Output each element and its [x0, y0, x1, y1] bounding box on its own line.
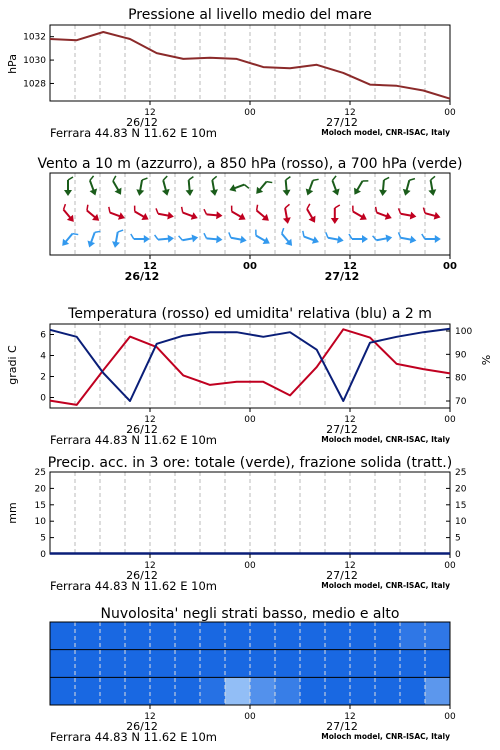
- cloud-cell: [50, 650, 76, 678]
- wind-arrow-head: [115, 188, 125, 197]
- y-tick-label-right: 5: [455, 533, 461, 544]
- cloud-cell: [425, 677, 451, 705]
- wind-arrow-head: [410, 212, 417, 221]
- y-tick-label: 1028: [23, 79, 46, 90]
- wind-arrow: [304, 176, 319, 197]
- wind-arrow: [251, 230, 272, 247]
- y-tick-label-right: 20: [455, 484, 467, 495]
- wind-arrow-barb: [118, 229, 123, 233]
- date-label: 26/12: [126, 569, 158, 582]
- wind-arrow-head: [90, 188, 100, 196]
- y-tick-label-right: 25: [455, 468, 467, 478]
- wind-arrow: [281, 204, 293, 224]
- cloud-cell: [75, 622, 101, 650]
- date-label: 26/12: [124, 270, 160, 283]
- location-label: Ferrara 44.83 N 11.62 E 10m: [50, 433, 217, 447]
- wind-arrow: [277, 228, 296, 248]
- wind-arrow-head: [351, 188, 361, 197]
- date-label: 26/12: [126, 423, 158, 436]
- wind-arrow: [179, 207, 200, 222]
- cloud-cell: [225, 650, 251, 678]
- wind-arrow-head: [401, 189, 410, 197]
- wind-arrow-barb: [280, 228, 286, 234]
- wind-arrow-head: [428, 189, 437, 196]
- wind-arrow: [328, 176, 343, 197]
- cloud-cell: [325, 677, 351, 705]
- wind-arrow: [203, 209, 223, 220]
- time-tick-label: 12: [144, 712, 156, 722]
- cloud-cell: [375, 650, 401, 678]
- wind-arrow: [421, 208, 442, 222]
- y-tick-label: 25: [34, 468, 46, 478]
- cloud-cell: [275, 622, 301, 650]
- time-tick-label: 00: [443, 261, 457, 272]
- temp-panel: [6, 306, 493, 408]
- cloud-cell: [350, 650, 376, 678]
- y-tick-label: 2: [40, 372, 46, 383]
- wind-arrow: [108, 176, 125, 197]
- wind-arrow: [203, 233, 223, 244]
- wind-arrow: [300, 231, 321, 246]
- y-tick-label-right: 0: [455, 550, 461, 560]
- wind-arrow-barb: [285, 204, 290, 208]
- wind-arrow: [130, 206, 151, 223]
- wind-arrow: [253, 177, 272, 197]
- cloud-cell: [200, 677, 226, 705]
- cloud-cell: [250, 677, 276, 705]
- wind-arrow-head: [312, 236, 320, 246]
- location-label: Ferrara 44.83 N 11.62 E 10m: [50, 579, 217, 593]
- cloud-cell: [250, 650, 276, 678]
- wind-arrow-head: [162, 189, 171, 197]
- wind-arrow: [351, 176, 368, 197]
- cloud-cell: [400, 622, 426, 650]
- wind-arrow-head: [186, 190, 194, 197]
- y-tick-label: 0: [40, 550, 46, 560]
- model-credit: Moloch model, CNR-ISAC, Italy: [321, 128, 450, 137]
- precip-ylabel: mm: [6, 502, 19, 524]
- wind-arrow-barb: [142, 177, 147, 181]
- time-tick-label: 12: [344, 108, 356, 118]
- wind-arrow: [159, 176, 173, 197]
- cloud-cell: [400, 677, 426, 705]
- cloud-cell: [425, 650, 451, 678]
- wind-arrow: [85, 176, 100, 197]
- wind-arrow-head: [238, 213, 247, 223]
- wind-arrow: [302, 204, 319, 225]
- date-label: 27/12: [326, 569, 358, 582]
- wind-arrow: [227, 206, 248, 223]
- model-credit: Moloch model, CNR-ISAC, Italy: [321, 732, 450, 741]
- time-tick-label: 00: [244, 561, 256, 571]
- cloud-cell: [300, 677, 326, 705]
- wind-arrow: [349, 234, 368, 243]
- y-tick-label: 15: [34, 500, 46, 511]
- time-tick-label: 12: [343, 261, 357, 272]
- cloud-cell: [325, 650, 351, 678]
- wind-arrow: [373, 207, 394, 222]
- cloud-cell: [250, 622, 276, 650]
- wind-arrow-head: [410, 236, 417, 245]
- model-credit: Moloch model, CNR-ISAC, Italy: [321, 581, 450, 590]
- wind-arrow: [135, 176, 147, 196]
- humidity-ylabel: %: [480, 354, 493, 366]
- wind-arrow-head: [135, 189, 144, 196]
- wind-arrow: [85, 228, 100, 249]
- cloud-cell: [200, 650, 226, 678]
- wind-arrow: [64, 177, 73, 196]
- wind-arrow-barb: [285, 177, 290, 180]
- wind-arrow-head: [360, 213, 369, 223]
- y-tick-label-right: 10: [455, 517, 467, 528]
- wind-arrow-barb: [350, 206, 355, 212]
- wind-arrow-barb: [266, 179, 272, 185]
- wind-arrow-barb: [62, 204, 68, 210]
- time-tick-label: 00: [444, 561, 456, 571]
- wind-arrow-head: [141, 213, 150, 223]
- wind-arrow-barb: [306, 204, 312, 209]
- wind-arrow-barb: [204, 209, 207, 214]
- cloud-cell: [100, 677, 126, 705]
- wind-arrow-head: [64, 190, 72, 196]
- cloud-panel: [50, 606, 451, 705]
- wind-arrow-head: [167, 212, 174, 221]
- time-tick-label: 12: [144, 108, 156, 118]
- wind-arrow-barb: [422, 234, 425, 239]
- cloud-cell: [175, 677, 201, 705]
- wind-arrow-head: [434, 212, 442, 221]
- location-label: Ferrara 44.83 N 11.62 E 10m: [50, 126, 217, 140]
- cloud-cell: [225, 677, 251, 705]
- wind-arrow: [111, 228, 123, 248]
- wind-arrow-head: [216, 235, 223, 243]
- location-label: Ferrara 44.83 N 11.62 E 10m: [50, 730, 217, 744]
- wind-arrow: [324, 232, 344, 244]
- wind-arrow: [281, 177, 292, 197]
- wind-arrow-barb: [131, 234, 134, 239]
- wind-arrow-head: [228, 184, 236, 194]
- cloud-cell: [350, 622, 376, 650]
- wind-arrow-head: [168, 234, 175, 242]
- date-label: 27/12: [326, 116, 358, 129]
- time-tick-label: 12: [144, 561, 156, 571]
- wind-arrow-barb: [363, 178, 369, 183]
- y-tick-label-right: 90: [455, 350, 467, 361]
- wind-arrow-head: [263, 237, 272, 247]
- time-tick-label: 00: [244, 108, 256, 118]
- temp-grid: [75, 324, 425, 408]
- date-label: 26/12: [126, 116, 158, 129]
- cloud-cell: [150, 622, 176, 650]
- wind-arrow-head: [192, 233, 199, 242]
- wind-arrow: [208, 176, 220, 196]
- wind-arrow-head: [379, 190, 387, 197]
- cloud-cell: [325, 622, 351, 650]
- y-tick-label-right: 100: [455, 327, 473, 337]
- wind-arrow: [82, 205, 102, 224]
- cloud-cell: [50, 677, 76, 705]
- cloud-cell: [200, 622, 226, 650]
- wind-arrow-barb: [180, 207, 185, 213]
- time-tick-label: 00: [444, 712, 456, 722]
- wind-arrow-barb: [373, 235, 377, 240]
- wind-arrow-head: [210, 189, 219, 196]
- model-credit: Moloch model, CNR-ISAC, Italy: [321, 435, 450, 444]
- wind-arrow-barb: [331, 176, 337, 181]
- date-label: 27/12: [326, 720, 358, 733]
- time-tick-label: 12: [344, 561, 356, 571]
- cloud-cell: [300, 622, 326, 650]
- cloud-cell: [150, 650, 176, 678]
- cloud-cell: [175, 622, 201, 650]
- cloud-cell: [225, 622, 251, 650]
- y-tick-label-right: 80: [455, 373, 467, 384]
- wind-arrow-barb: [162, 176, 168, 180]
- wind-arrow-head: [283, 190, 291, 197]
- y-tick-label: 0: [40, 393, 46, 404]
- wind-arrow: [184, 177, 195, 197]
- cloud-cell: [50, 622, 76, 650]
- wind-arrow: [252, 205, 272, 224]
- time-tick-label: 00: [444, 415, 456, 425]
- wind-title: Vento a 10 m (azzurro), a 850 hPa (rosso), a 700 hPa (verde): [37, 156, 463, 172]
- wind-arrow: [373, 233, 393, 245]
- wind-arrow-head: [362, 235, 368, 243]
- y-tick-label: 1030: [23, 56, 46, 67]
- time-tick-label: 12: [344, 712, 356, 722]
- wind-arrow-head: [332, 188, 342, 196]
- temp-title: Temperatura (rosso) ed umidita' relativa (blu) a 2 m: [68, 306, 432, 322]
- wind-arrow-barb: [398, 208, 402, 213]
- wind-arrow-barb: [335, 205, 340, 208]
- wind-arrow-head: [191, 212, 199, 222]
- wind-arrow-head: [435, 235, 441, 243]
- precip-grid: [75, 472, 425, 554]
- cloud-cell: [150, 677, 176, 705]
- pressure-yticks: [23, 33, 54, 90]
- cloud-cell: [125, 677, 151, 705]
- cloud-cell: [125, 622, 151, 650]
- cloud-cell: [375, 677, 401, 705]
- wind-arrow-head: [85, 240, 95, 248]
- wind-arrow: [331, 205, 340, 224]
- wind-arrow: [401, 176, 415, 197]
- wind-arrow: [228, 180, 249, 195]
- wind-arrow: [426, 176, 438, 196]
- time-tick-label: 00: [444, 108, 456, 118]
- wind-arrow: [348, 206, 369, 223]
- wind-arrow-head: [386, 233, 393, 242]
- pressure-panel: [6, 7, 450, 101]
- temp-ylabel: gradi C: [6, 345, 19, 385]
- wind-arrow-barb: [132, 206, 137, 212]
- wind-arrow-barb: [179, 235, 183, 240]
- wind-frame: [50, 173, 450, 255]
- precip-title: Precip. acc. in 3 ore: totale (verde), frazione solida (tratt.): [47, 455, 453, 471]
- time-tick-label: 12: [144, 415, 156, 425]
- cloud-cell: [400, 650, 426, 678]
- wind-arrow-head: [144, 235, 150, 243]
- y-tick-label: 10: [34, 517, 46, 528]
- y-tick-label: 5: [40, 533, 46, 544]
- y-tick-label-right: 15: [455, 500, 467, 511]
- wind-arrow-barb: [325, 232, 329, 237]
- y-tick-label: 1032: [23, 32, 46, 43]
- wind-arrow-head: [385, 212, 393, 222]
- date-label: 27/12: [324, 270, 360, 283]
- wind-arrow-head: [283, 217, 292, 224]
- wind-arrow-barb: [253, 230, 258, 236]
- time-tick-label: 00: [244, 415, 256, 425]
- wind-arrow: [154, 208, 174, 220]
- cloud-cell: [100, 622, 126, 650]
- precip-panel: [6, 455, 467, 560]
- pressure-ylabel: hPa: [6, 54, 19, 74]
- wind-arrow-barb: [430, 176, 435, 180]
- wind-arrow-barb: [188, 177, 193, 180]
- precip-yticks: [35, 468, 467, 560]
- wind-arrow: [131, 234, 150, 243]
- y-tick-label: 6: [40, 330, 46, 341]
- wind-arrow-barb: [384, 177, 389, 180]
- wind-arrow: [227, 232, 247, 244]
- wind-arrow-head: [304, 188, 314, 196]
- cloud-cell: [275, 650, 301, 678]
- wind-arrow-barb: [301, 231, 306, 237]
- wind-arrow: [155, 233, 175, 244]
- wind-arrow-barb: [85, 205, 91, 211]
- wind-arrow: [422, 234, 441, 243]
- wind-arrow-barb: [107, 207, 112, 213]
- wind-arrow-barb: [254, 205, 260, 211]
- time-tick-label: 00: [243, 261, 257, 272]
- wind-panel: [37, 156, 462, 255]
- wind-arrow-barb: [204, 233, 207, 238]
- time-tick-label: 00: [244, 712, 256, 722]
- wind-arrow-barb: [155, 235, 158, 240]
- cloud-cell: [75, 677, 101, 705]
- wind-arrow: [106, 207, 127, 222]
- time-tick-label: 12: [344, 415, 356, 425]
- wind-arrow-head: [216, 211, 223, 219]
- time-tick-label: 12: [143, 261, 157, 272]
- pressure-title: Pressione al livello medio del mare: [128, 7, 372, 23]
- y-tick-label-right: 70: [455, 397, 467, 407]
- wind-arrow-barb: [398, 232, 402, 237]
- wind-arrow-head: [337, 236, 344, 245]
- y-tick-label: 20: [34, 484, 46, 495]
- wind-arrow-head: [309, 216, 319, 225]
- wind-arrow-barb: [112, 176, 118, 181]
- cloud-cell: [75, 650, 101, 678]
- wind-arrow-barb: [212, 176, 217, 180]
- date-label: 26/12: [126, 720, 158, 733]
- wind-arrow-barb: [313, 178, 319, 183]
- wind-arrow: [179, 233, 199, 245]
- wind-arrow-barb: [68, 177, 73, 180]
- cloud-cell: [425, 622, 451, 650]
- cloud-cell: [300, 650, 326, 678]
- wind-arrow-head: [240, 236, 247, 245]
- date-label: 27/12: [326, 423, 358, 436]
- wind-arrow: [379, 177, 390, 197]
- wind-arrow: [59, 204, 78, 224]
- wind-arrow-barb: [155, 208, 159, 213]
- y-tick-label: 4: [40, 351, 46, 362]
- cloud-cell: [350, 677, 376, 705]
- wind-arrow-barb: [228, 232, 232, 237]
- cloud-cell: [100, 650, 126, 678]
- precip-frame: [50, 472, 450, 554]
- wind-arrow-head: [331, 218, 339, 224]
- cloud-cell: [125, 650, 151, 678]
- wind-arrow-barb: [229, 206, 234, 212]
- wind-arrow-barb: [244, 184, 249, 190]
- cloud-title: Nuvolosita' negli strati basso, medio e alto: [100, 606, 400, 622]
- wind-arrow-head: [111, 241, 120, 248]
- wind-arrow-barb: [89, 176, 95, 181]
- wind-grid: [75, 173, 425, 255]
- cloud-cell: [275, 677, 301, 705]
- cloud-cell: [375, 622, 401, 650]
- cloud-cell: [175, 650, 201, 678]
